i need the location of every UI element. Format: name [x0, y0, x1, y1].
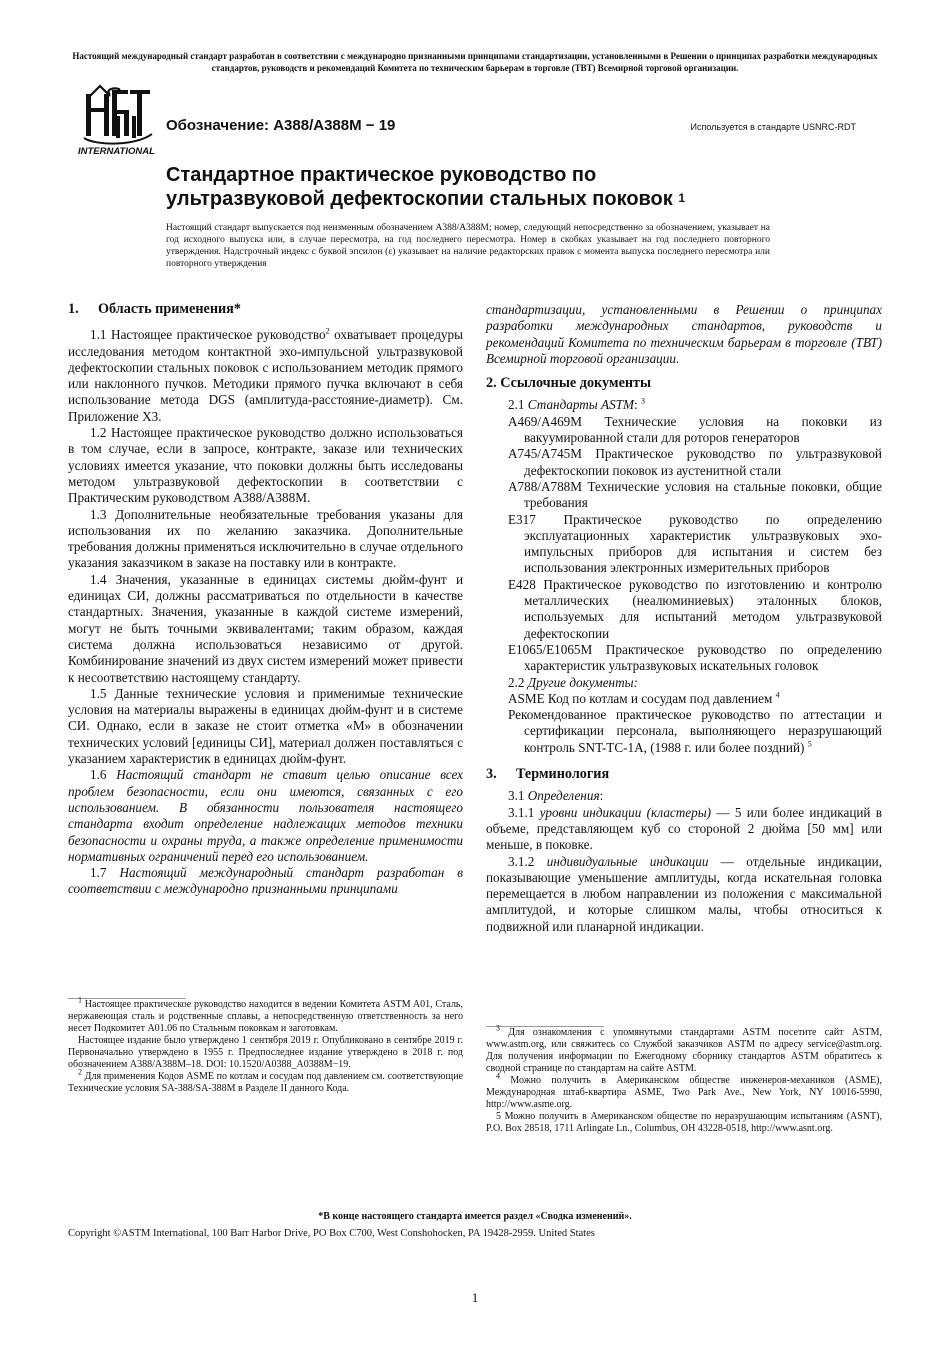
para-1-4: 1.4 Значения, указанные в единицах системы дюйм-фунт и единицах СИ, должны рассматриваться по отдельности в качестве стандартных. Значения, указанные в каждой системе измерений, могут не быть точными эквивалентами; таким образом, каждая система должна использоваться независимо от другой. Комбинирование значений из двух систем измерений может привести к несоответствию настоящему стандарту.	[68, 571, 463, 685]
footnote-5: 5 Можно получить в Американском обществе по неразрушающим испытаниям (ASNT), P.O. Box 28518, 1711 Arlingate Ln., Columbus, OH 43228-0518, http://www.asnt.org.	[486, 1111, 882, 1134]
copyright: Copyright ©ASTM International, 100 Barr Harbor Drive, PO Box C700, West Conshohocken, PA 19428-2959. United States	[68, 1228, 595, 1239]
para-1-1: 1.1 Настоящее практическое руководство$^2$ охватывает процедуры исследования методом контактной эхо-импульсной ультразвуковой дефектоскопии стальных поковок с использованием методик прямого или наклонного пучков. Методики прямого пучка включают в себя использование метода DGS (амплитуда-расстояние-диаметр). См. Приложение X3.	[68, 326, 463, 424]
subsection-3-1: 3.1 Определения:	[508, 788, 604, 804]
reference-item: E428 Практическое руководство по изготовлению и контролю металлических (неалюминиевых) эталонных блоков, используемых для испытаний методом ультразвуковой дефектоскопии	[508, 576, 882, 641]
other-document-item: Рекомендованное практическое руководство по аттестации и сертификации персонала, выполняющего неразрушающий контроль SNT-TC-1A, (1988 г. или более поздний) $^5$	[508, 707, 882, 755]
svg-text:INTERNATIONAL: INTERNATIONAL	[78, 146, 155, 156]
page-number: 1	[471, 1290, 479, 1305]
para-1-3: 1.3 Дополнительные необязательные требования указаны для использования их по желанию заказчика. Дополнительные требования должны применяться исключительно в случае отдельного указания заказчиком в заказе на поставку или в контракте.	[68, 506, 463, 571]
astm-logo	[76, 84, 160, 156]
reference-item: E317 Практическое руководство по определению эксплуатационных характеристик ультразвуковых эхо-импульсных приборов для испытания и систем без использования электронных измерительных приборов	[508, 511, 882, 576]
left-column	[68, 301, 463, 898]
section-1-heading: 1. Область применения*	[68, 301, 241, 317]
section-3-heading: 3. Терминология	[486, 766, 610, 783]
footnotes-left	[68, 995, 463, 1095]
reference-item: A745/A745M Практическое руководство по ультразвуковой дефектоскопии поковок из аустенитной стали	[508, 446, 882, 478]
right-column	[486, 302, 882, 935]
para-1-7: 1.7 Настоящий международный стандарт разработан в соответствии с международно признанными принципами	[68, 865, 463, 897]
document-title	[166, 163, 806, 211]
definition-3-1-1: 3.1.1 уровни индикации (кластеры) — 5 или более индикаций в объеме, представляющем куб со стороной 2 дюйма [50 мм] или меньше, в поковке.	[486, 804, 882, 853]
summary-of-changes-note: *В конце настоящего стандарта имеется раздел «Сводка изменений».	[318, 1211, 632, 1222]
issuance-statement: Настоящий стандарт выпускается под неизменным обозначением A388/A388M; номер, следующий непосредственно за обозначением, указывает на год исходного выпуска или, в случае пересмотра, на год последнего пересмотра. Номер в скобках указывает на год последнего повторного утверждения. Надстрочный индекс с буквой эпсилон (ε) указывает на наличие редакторских правок с момента выпуска последнего пересмотра или повторного утверждения	[166, 223, 770, 269]
footnote-1-edition: Настоящее издание было утверждено 1 сентября 2019 г. Опубликовано в сентябре 2019 г. Первоначально утверждено в 1955 г. Предпоследнее издание утверждено в 2018 г. под обозначением A388/A388M–18. DOI: 10.1520/A0388_A0388M−19.	[68, 1035, 463, 1070]
footnote-1: $^1$ Настоящее практическое руководство находится в ведении Комитета ASTM A01, Сталь, нержавеющая сталь и родственные сплавы, а непосредственную ответственность за него несет Подкомитет A01.06 по Стальным поковкам и заготовкам.	[68, 995, 463, 1034]
used-in-note: Используется в стандарте USNRC-RDT	[690, 122, 856, 132]
title-footnote-mark: 1	[678, 191, 686, 205]
designation: Обозначение: A388/A388M − 19	[166, 117, 396, 134]
title-line-1: Стандартное практическое руководство по	[166, 164, 597, 186]
reference-item: A788/A788M Технические условия на стальные поковки, общие требования	[508, 478, 882, 511]
reference-item: A469/A469M Технические условия на поковки из вакуумированной стали для роторов генераторов	[508, 413, 882, 446]
footnotes-right	[486, 1023, 882, 1135]
footnote-3: $^3$ Для ознакомления с упомянутыми стандартами ASTM посетите сайт ASTM, www.astm.org, или свяжитесь со Службой заказчиков ASTM по адресу service@astm.org. Для получения информации по Ежегодному сборнику стандартов ASTM обратитесь к сводной странице по стандартам на сайте ASTM.	[486, 1023, 882, 1074]
other-document-item: ASME Код по котлам и сосудам под давлением $^4$	[508, 690, 780, 706]
para-1-5: 1.5 Данные технические условия и применимые технические условия на материалы выражены в единицах дюйм-фунт и в системе СИ. Однако, если в заказе не стоит отметка «M» в обозначении технических условий [единицы СИ], материал должен поставляться с указанием характеристик в единицах дюйм-фунт.	[68, 685, 463, 767]
reference-item: E1065/E1065M Практическое руководство по определению характеристик ультразвуковых искательных головок	[508, 641, 882, 674]
footnote-2: $^2$ Для применения Кодов ASME по котлам и сосудам под давлением см. соответствующие Технические условия SA-388/SA-388M в Разделе II данного Кода.	[68, 1067, 463, 1094]
para-1-2: 1.2 Настоящее практическое руководство должно использоваться в том случае, если в запросе, контракте, заказе или технических условиях имеется указание, что поковки должны быть исследованы методом ультразвуковой дефектоскопии в соответствии с Практическим руководством A388/A388M.	[68, 425, 463, 506]
subsection-2-2: 2.2 Другие документы:	[508, 674, 638, 690]
definition-3-1-2: 3.1.2 индивидуальные индикации — отдельные индикации, показывающие уменьшение амплитуды, когда искательная головка перемещается в любом направлении из положения с максимальной амплитудой, и которые слишком малы, чтобы относиться к подвижной или планарной индикации.	[486, 853, 882, 934]
section-2-heading: 2. Ссылочные документы	[486, 375, 652, 392]
subsection-2-1: 2.1 Стандарты ASTM: $^3$	[508, 397, 645, 413]
footnote-4: $^4$ Можно получить в Американском обществе инженеров-механиков (ASME), Международная штаб-квартира ASME, Two Park Ave., New York, NY 10016-5990, http://www.asme.org.	[486, 1071, 882, 1110]
para-1-7-continued: стандартизации, установленными в Решении о принципах разработки международных стандартов, руководств и рекомендаций Комитета по техническим барьерам в торговле (ТВТ) Всемирной торговой организации.	[486, 302, 882, 366]
standards-notice: Настоящий международный стандарт разработан в соответствии с международно признанными принципами стандартизации, установленными в Решении о принципах разработки международных стандартов, руководств и рекомендаций Комитета по техническим барьерам в торговле (ТВТ) Всемирной торговой организации.	[72, 51, 878, 73]
para-1-6: 1.6 Настоящий стандарт не ставит целью описание всех проблем безопасности, если они имеются, связанных с его использованием. В обязанности пользователя настоящего стандарта входит определение надлежащих методов техники безопасности и охраны труда, а также определение применимости нормативных ограничений перед его использованием.	[68, 767, 464, 864]
title-line-2: ультразвуковой дефектоскопии стальных поковок	[166, 188, 673, 210]
